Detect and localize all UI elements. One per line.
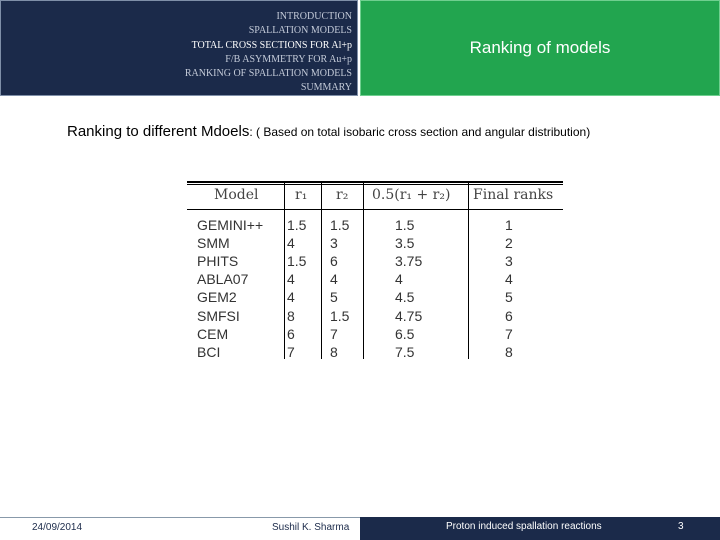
cell-r1: 6 bbox=[287, 325, 295, 342]
column-header-average: 0.5(r₁ + r₂) bbox=[372, 187, 451, 203]
table-row bbox=[187, 288, 563, 306]
cell-model: GEM2 bbox=[197, 289, 237, 306]
cell-r2: 3 bbox=[330, 235, 338, 252]
nav-item-cross-sections[interactable]: TOTAL CROSS SECTIONS FOR Al+p bbox=[191, 39, 352, 51]
cell-final-rank: 2 bbox=[505, 235, 513, 252]
column-header-r2: r₂ bbox=[336, 187, 349, 203]
footer-date: 24/09/2014 bbox=[32, 522, 83, 533]
cell-average: 4.5 bbox=[395, 289, 415, 306]
table-top-rule bbox=[187, 181, 563, 183]
nav-item-spallation-models[interactable]: SPALLATION MODELS bbox=[248, 25, 352, 37]
table-top-rule-inner bbox=[187, 184, 563, 185]
table-row bbox=[187, 343, 563, 361]
cell-final-rank: 8 bbox=[505, 343, 513, 360]
cell-final-rank: 5 bbox=[505, 289, 513, 306]
page-number: 3 bbox=[678, 521, 684, 532]
table-row bbox=[187, 270, 563, 288]
cell-final-rank: 4 bbox=[505, 271, 513, 288]
cell-r2: 1.5 bbox=[330, 217, 350, 233]
cell-model: ABLA07 bbox=[197, 271, 249, 288]
column-header-final-ranks: Final ranks bbox=[473, 187, 554, 203]
cell-r1: 1.5 bbox=[287, 253, 307, 270]
cell-average: 7.5 bbox=[395, 343, 415, 360]
nav-item-introduction[interactable]: INTRODUCTION bbox=[276, 11, 352, 22]
header-nav-panel bbox=[0, 0, 358, 96]
table-row bbox=[187, 234, 563, 252]
cell-average: 3.75 bbox=[395, 253, 423, 270]
table-row bbox=[187, 307, 563, 325]
cell-r2: 1.5 bbox=[330, 307, 350, 324]
cell-average: 4 bbox=[395, 271, 403, 288]
cell-final-rank: 1 bbox=[505, 217, 513, 233]
cell-average: 1.5 bbox=[395, 217, 415, 233]
cell-r1: 1.5 bbox=[287, 217, 307, 233]
slide-subtitle bbox=[67, 123, 590, 141]
column-header-model: Model bbox=[214, 187, 259, 203]
cell-final-rank: 3 bbox=[505, 253, 513, 270]
slide-title: Ranking of models bbox=[469, 38, 611, 57]
cell-model: BCI bbox=[197, 343, 221, 360]
cell-average: 4.75 bbox=[395, 307, 423, 324]
table-row bbox=[187, 325, 563, 343]
cell-r1: 4 bbox=[287, 289, 295, 306]
cell-r1: 7 bbox=[287, 343, 295, 360]
nav-item-summary[interactable]: SUMMARY bbox=[300, 82, 352, 94]
cell-model: PHITS bbox=[197, 253, 239, 270]
slide-footer bbox=[0, 517, 720, 540]
header-title-panel bbox=[360, 0, 720, 96]
footer-left bbox=[0, 517, 360, 540]
cell-r1: 4 bbox=[287, 271, 295, 288]
footer-author: Sushil K. Sharma bbox=[272, 522, 350, 533]
table-row bbox=[187, 216, 563, 234]
nav-item-fb-asymmetry[interactable]: F/B ASYMMETRY FOR Au+p bbox=[225, 53, 352, 65]
cell-r2: 8 bbox=[330, 343, 338, 360]
nav-item-ranking[interactable]: RANKING OF SPALLATION MODELS bbox=[184, 68, 352, 80]
cell-final-rank: 6 bbox=[505, 307, 513, 324]
footer-title: Proton induced spallation reactions bbox=[446, 521, 602, 532]
cell-r2: 4 bbox=[330, 271, 338, 288]
subtitle-note: : ( Based on total isobaric cross section and angular distribution) bbox=[249, 125, 591, 139]
cell-r2: 5 bbox=[330, 289, 338, 306]
cell-average: 6.5 bbox=[395, 325, 415, 342]
column-header-r1: r₁ bbox=[295, 187, 308, 203]
cell-r2: 7 bbox=[330, 325, 338, 342]
cell-r1: 4 bbox=[287, 235, 295, 252]
subtitle-main: Ranking to different Mdoels bbox=[67, 123, 250, 140]
cell-model: SMFSI bbox=[197, 307, 240, 324]
cell-r2: 6 bbox=[330, 253, 338, 270]
table-header-rule bbox=[187, 209, 563, 210]
cell-model: SMM bbox=[197, 235, 230, 252]
section-nav bbox=[185, 10, 352, 96]
cell-final-rank: 7 bbox=[505, 325, 513, 342]
footer-right bbox=[360, 517, 720, 540]
table-row bbox=[187, 252, 563, 270]
cell-model: GEMINI++ bbox=[197, 217, 264, 233]
cell-r1: 8 bbox=[287, 307, 295, 324]
ranking-table bbox=[187, 181, 563, 359]
cell-average: 3.5 bbox=[395, 235, 415, 252]
cell-model: CEM bbox=[197, 325, 229, 342]
